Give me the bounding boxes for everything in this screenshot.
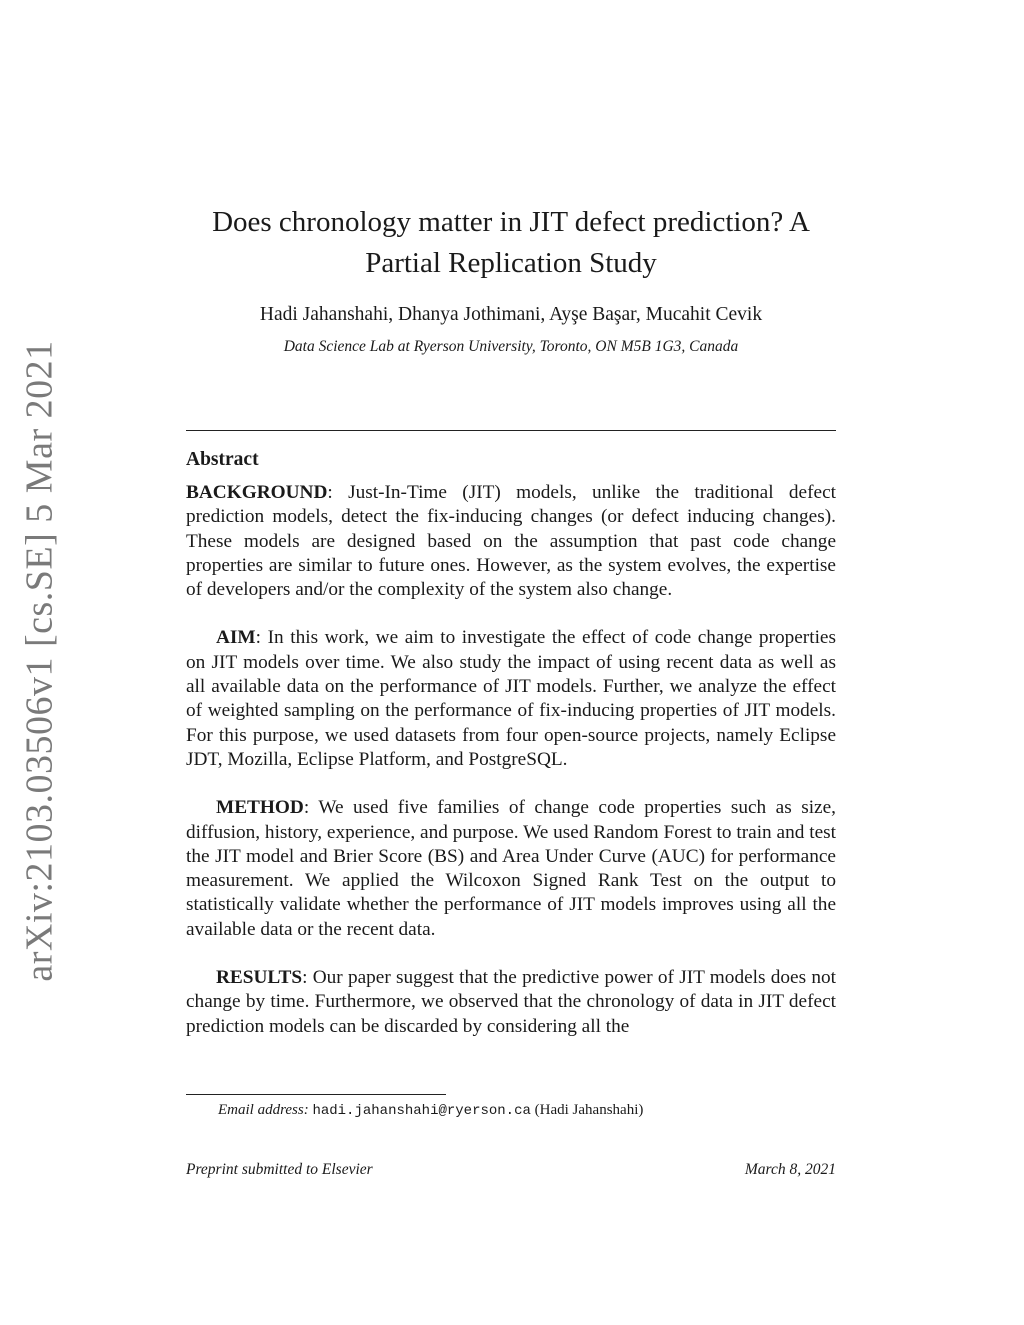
footnote-email-owner: (Hadi Jahanshahi)	[534, 1102, 644, 1118]
aim-text: : In this work, we aim to investigate the effect of code change properties on JIT models over time. We also study the impact of using recent data as well as all available data on the performance of JIT models. Further, we analyze the effect of weighted sampling on the performance of fix-inducing properties of JIT models. For this purpose, we used datasets from four open-source projects, namely Eclipse JDT, Mozilla, Eclipse Platform, and PostgreSQL.	[186, 627, 836, 770]
abstract-top-rule	[186, 430, 836, 431]
results-label: RESULTS	[216, 967, 303, 989]
preprint-date: March 8, 2021	[744, 1161, 836, 1178]
abstract-body	[186, 481, 836, 1063]
abstract-results-paragraph	[186, 966, 836, 1039]
abstract-background-paragraph	[186, 481, 836, 602]
aim-label: AIM	[216, 627, 256, 649]
footnote	[186, 1099, 836, 1122]
abstract-heading: Abstract	[186, 449, 259, 470]
footnote-email-link[interactable]: hadi.jahanshahi@ryerson.ca	[312, 1103, 531, 1119]
preprint-note: Preprint submitted to Elsevier	[186, 1161, 373, 1178]
author-list: Hadi Jahanshahi, Dhanya Jothimani, Ayşe Başar, Mucahit Cevik	[259, 304, 763, 325]
abstract-aim-paragraph	[186, 626, 836, 772]
footnote-rule	[186, 1094, 446, 1095]
footnote-email-label: Email address:	[218, 1102, 309, 1118]
abstract-method-paragraph	[186, 796, 836, 942]
author-affiliation: Data Science Lab at Ryerson University, Toronto, ON M5B 1G3, Canada	[283, 338, 739, 355]
method-text: : We used five families of change code properties such as size, diffusion, history, experience, and purpose. We used Random Forest to train and test the JIT model and Brier Score (BS) and Area Under Curve (AUC) for performance measurement. We applied the Wilcoxon Signed Rank Test on the output to statistically validate whether the performance of JIT models improves using all the available data or the recent data.	[186, 797, 836, 940]
method-label: METHOD	[216, 797, 304, 819]
results-text: : Our paper suggest that the predictive power of JIT models does not change by time. Furthermore, we observed that the chronology of data in JIT defect prediction models can be discarded by considering all the	[186, 967, 836, 1037]
arxiv-identifier-text: arXiv:2103.03506v1 [cs.SE] 5 Mar 2021	[19, 340, 62, 982]
arxiv-identifier-stamp	[8, 340, 72, 982]
background-label: BACKGROUND	[186, 482, 328, 503]
paper-title: Does chronology matter in JIT defect prediction? A Partial Replication Study	[212, 206, 810, 279]
background-text: : Just-In-Time (JIT) models, unlike the traditional defect prediction models, detect the fix-inducing changes (or defect inducing changes). These models are designed based on the assumption that past code change properties are similar to future ones. However, as the system evolves, the expertise of developers and/or the complexity of the system also change.	[186, 482, 836, 601]
